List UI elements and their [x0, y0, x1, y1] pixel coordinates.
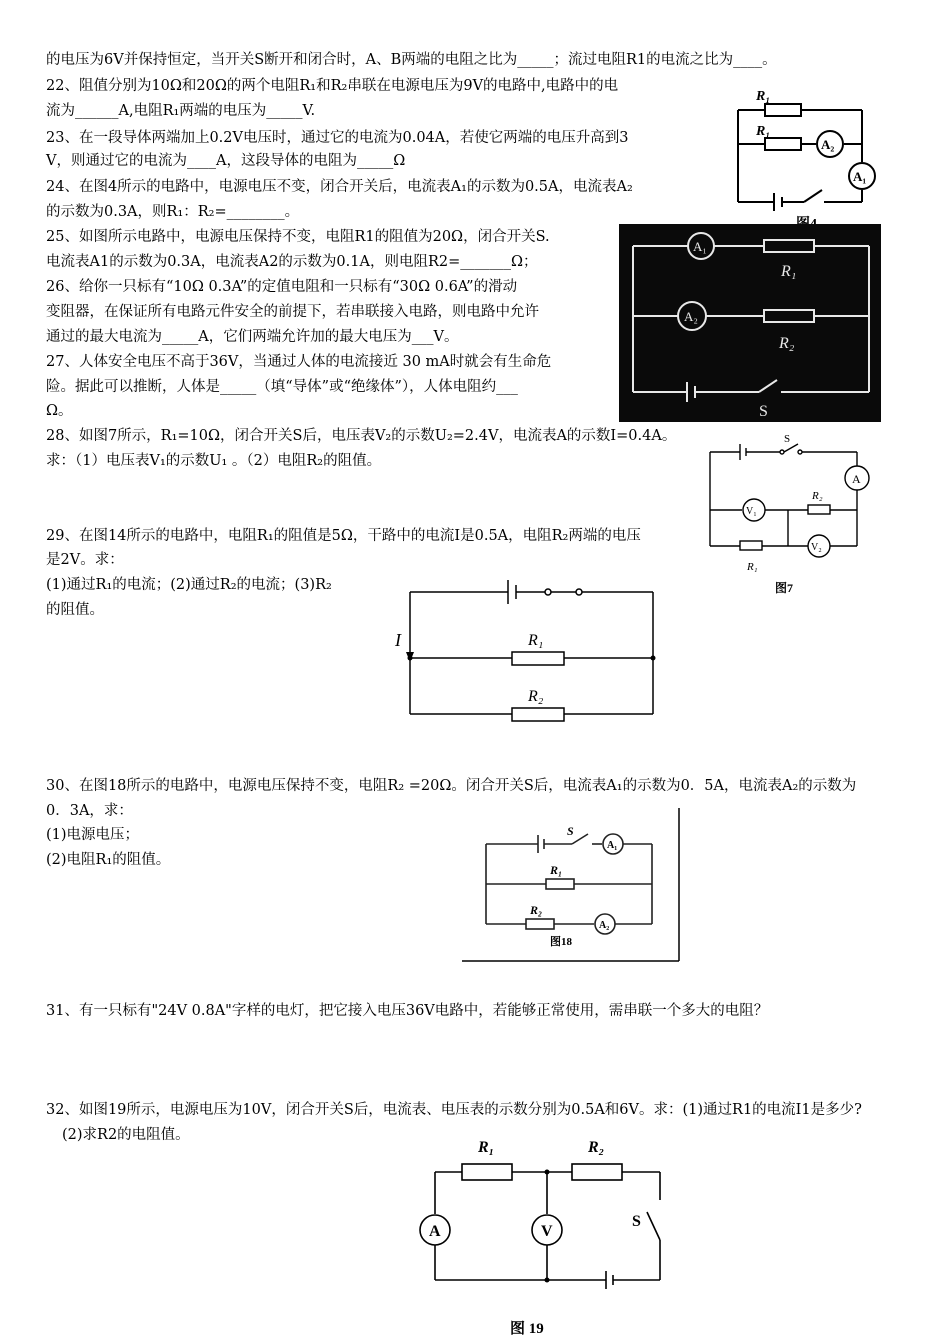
text-line: (1)电源电压； [46, 827, 140, 843]
ammeter-a2-label: A₂ [821, 137, 835, 152]
text-line: 电流表A1的示数为0.3A，电流表A2的示数为0.1A，则电阻R2=_______Ω； [46, 254, 538, 270]
text-line: 的电压为6V并保持恒定，当开关S断开和闭合时，A、B两端的电阻之比为_____；流过电阻R1的电流之比为____。 [46, 52, 777, 68]
text-line: 险。据此可以推断，人体是_____（填“导体”或“绝缘体”），人体电阻约___ [46, 379, 518, 395]
text-line: 27、人体安全电压不高于36V，当通过人体的电流接近 30 mA时就会有生命危 [46, 354, 552, 370]
label-r2: R₂ [588, 1139, 605, 1156]
text-line: 25、如图所示电路中，电源电压保持不变，电阻R1的阻值为20Ω，闭合开关S. [46, 229, 550, 245]
text-line: 30、在图18所示的电路中，电源电压保持不变，电阻R₂ =20Ω。闭合开关S后，电流表A₁的示数为0．5A，电流表A₂的示数为 [46, 778, 857, 794]
text-line: 通过的最大电流为_____A，它们两端允许加的最大电压为___V。 [46, 329, 459, 345]
text-line: 29、在图14所示的电路中，电阻R₁的阻值是5Ω，干路中的电流I是0.5A，电阻R₂两端的电压 [46, 528, 641, 544]
text-line: 31、有一只标有"24V 0.8A"字样的电灯，把它接入电压36V电路中，若能够正常使用，需串联一个多大的电阻？ [46, 1003, 769, 1019]
figure-18-circuit [462, 808, 682, 963]
voltmeter-label: V [541, 1223, 553, 1240]
label-r1: R₁ [756, 89, 771, 104]
figure-7-circuit [700, 430, 880, 598]
label-r1: R₁ [528, 632, 544, 649]
label-r1: R₁ [756, 124, 771, 139]
ammeter-a1-label: A₁ [607, 840, 618, 851]
text-line: 是2V。求： [46, 552, 124, 568]
figure-14-circuit [390, 574, 665, 722]
text-line: 32、如图19所示，电源电压为10V，闭合开关S后，电流表、电压表的示数分别为0.5A和6V。求：(1)通过R1的电流I1是多少? [46, 1102, 862, 1118]
figure-caption: 图 19 [510, 1321, 544, 1337]
label-r2: R₂ [528, 688, 544, 705]
text-line: 的示数为0.3A，则R₁：R₂=________。 [46, 204, 300, 220]
label-r1: R₁ [747, 561, 758, 573]
text-line: 23、在一段导体两端加上0.2V电压时，通过它的电流为0.04A，若使它两端的电压升高到3 [46, 130, 629, 146]
figure-25-circuit [619, 224, 881, 422]
text-line: 24、在图4所示的电路中，电源电压不变，闭合开关后，电流表A₁的示数为0.5A，电流表A₂ [46, 179, 633, 195]
text-line: 求：（1）电压表V₁的示数U₁ 。（2）电阻R₂的阻值。 [46, 453, 382, 469]
text-line: (2)求R2的电阻值。 [62, 1127, 190, 1143]
text-line: 流为______A,电阻R₁两端的电压为_____V. [46, 103, 316, 119]
ammeter-label: A [429, 1223, 441, 1240]
figure-caption: 图7 [775, 581, 794, 595]
text-line: 变阻器，在保证所有电路元件安全的前提下，若串联接入电路，则电路中允许 [46, 304, 539, 320]
label-r1: R₁ [478, 1139, 495, 1156]
ammeter-a2-label: A₂ [599, 920, 610, 931]
text-line: 的阻值。 [46, 602, 104, 618]
text-line: 22、阻值分别为10Ω和20Ω的两个电阻R₁和R₂串联在电源电压为9V的电路中,电路中的电 [46, 78, 619, 94]
text-line: (1)通过R₁的电流；(2)通过R₂的电流；(3)R₂ [46, 577, 332, 593]
text-line: V，则通过它的电流为____A，这段导体的电阻为_____Ω [46, 153, 406, 169]
ammeter-a1-label: A₁ [853, 169, 867, 184]
figure-caption: 图18 [550, 936, 572, 948]
voltmeter-v2-label: V₂ [811, 542, 822, 553]
figure-4-circuit [730, 82, 900, 234]
switch-label: S [567, 824, 574, 838]
text-line: 28、如图7所示，R₁=10Ω，闭合开关S后，电压表V₂的示数U₂=2.4V，电流表A的示数I=0.4A。 [46, 428, 677, 444]
text-line: 26、给你一只标有“10Ω 0.3A”的定值电阻和一只标有“30Ω 0.6A”的滑动 [46, 279, 518, 295]
voltmeter-v1-label: V₁ [746, 506, 757, 517]
switch-label: S [784, 433, 791, 445]
text-line: 0．3A，求： [46, 803, 133, 819]
text-line: Ω。 [46, 403, 73, 419]
switch-label: S [632, 1213, 641, 1230]
label-r2: R₂ [530, 903, 543, 917]
text-line: (2)电阻R₁的阻值。 [46, 852, 171, 868]
label-r1: R₁ [550, 863, 563, 877]
current-label: I [395, 630, 401, 650]
ammeter-a2-label: A₂ [684, 309, 698, 324]
label-r1: R₁ [781, 263, 797, 280]
ammeter-a1-label: A₁ [693, 239, 707, 254]
switch-label: S [759, 403, 768, 420]
label-r2: R₂ [812, 490, 823, 502]
ammeter-label: A [852, 472, 861, 486]
figure-19-circuit [410, 1130, 670, 1342]
label-r2: R₂ [779, 335, 795, 352]
